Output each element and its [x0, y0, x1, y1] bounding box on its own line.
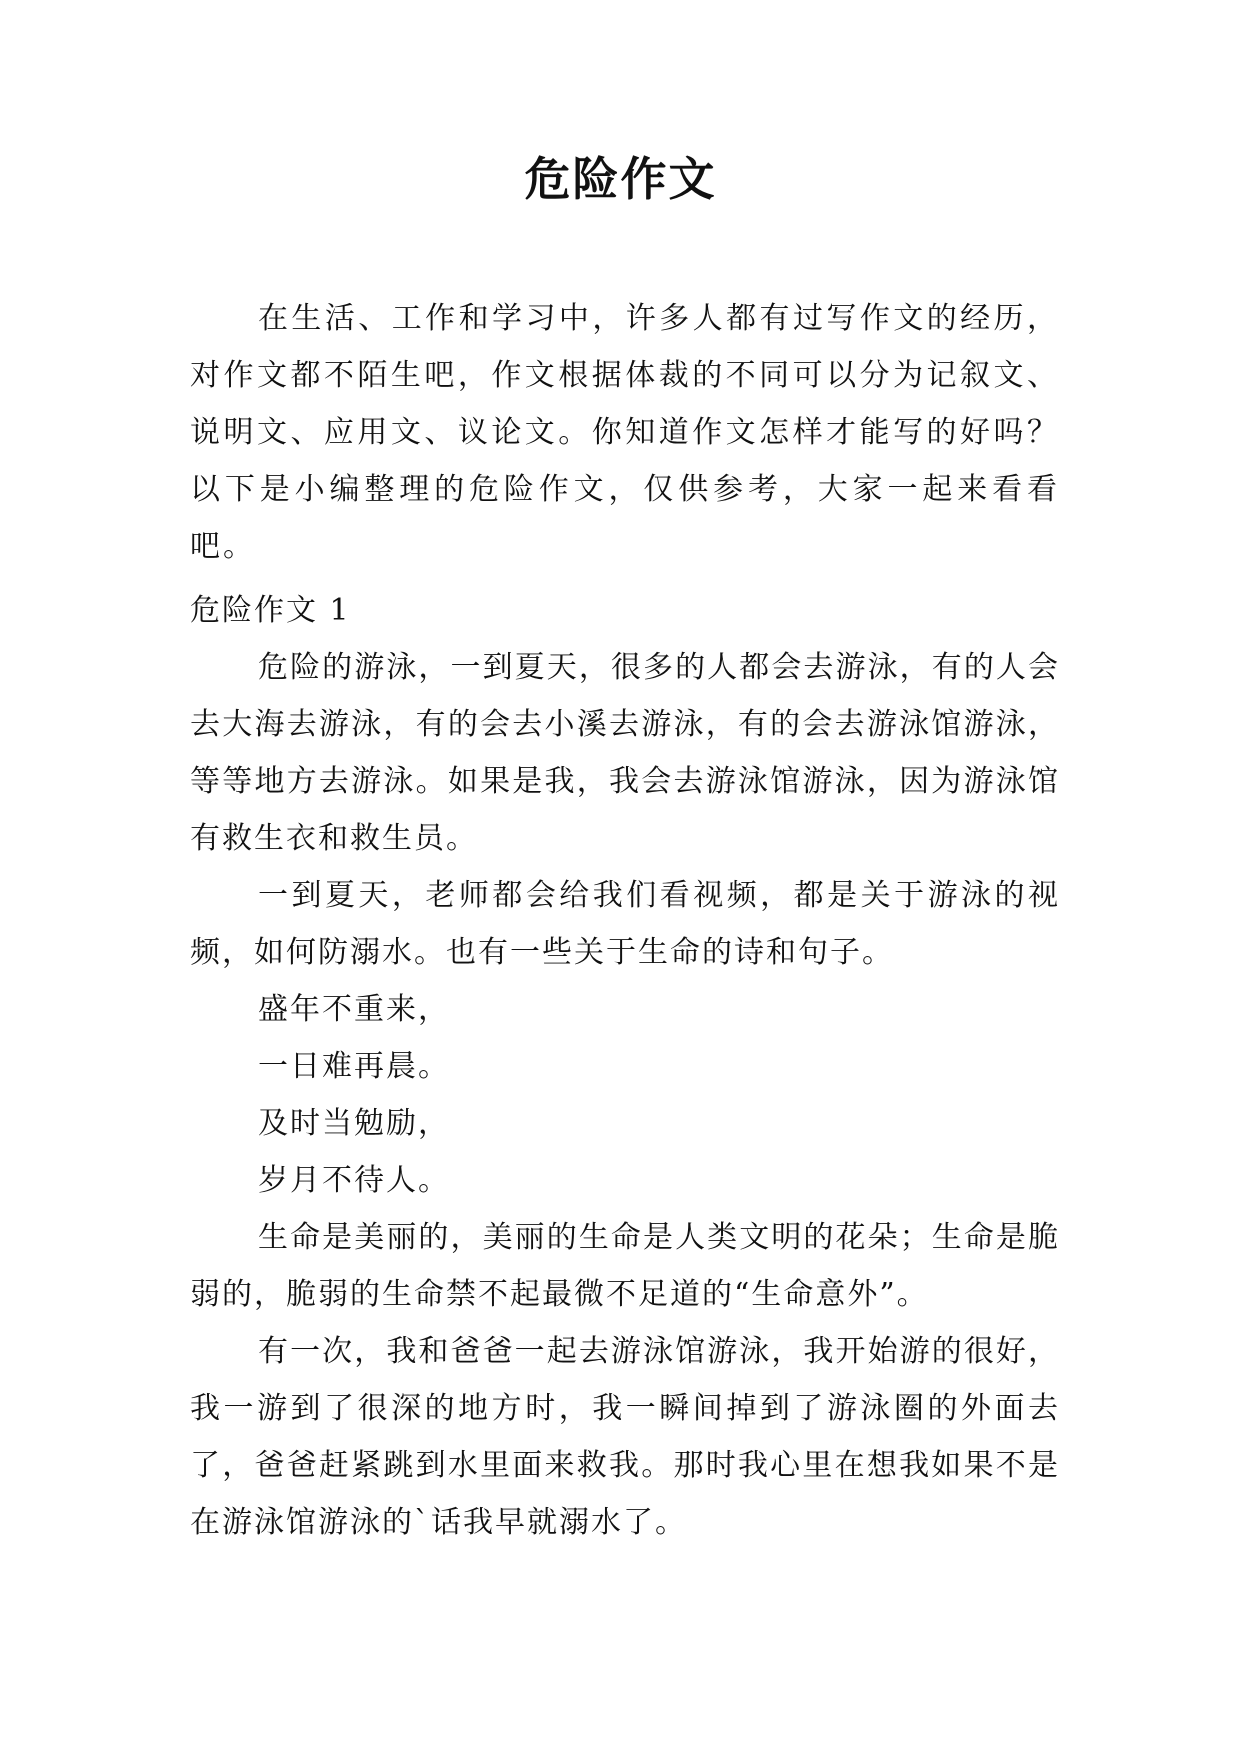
page-title: 危险作文 — [524, 152, 717, 206]
poem-line: 一日难再晨。 — [258, 1049, 450, 1084]
intro-paragraph: 在生活、工作和学习中，许多人都有过写作文的经历，对作文都不陌生吧，作文根据体裁的不同可以分为记叙文、说明文、应用文、议论文。你知道作文怎样才能写的好吗？以下是小编整理的危险作文，仅供参考，大家一起来看看吧。 — [190, 301, 1060, 564]
poem-line: 盛年不重来， — [258, 992, 450, 1027]
poem-line: 及时当勉励， — [258, 1106, 450, 1141]
article-body — [190, 582, 1060, 1551]
body-paragraph: 有一次，我和爸爸一起去游泳馆游泳，我开始游的很好，我一游到了很深的地方时，我一瞬间掉到了游泳圈的外面去了，爸爸赶紧跳到水里面来救我。那时我心里在想我如果不是在游泳馆游泳的`话我早就溺水了。 — [190, 1334, 1060, 1540]
section-heading: 危险作文 1 — [190, 593, 351, 628]
body-paragraph: 危险的游泳，一到夏天，很多的人都会去游泳，有的人会去大海去游泳，有的会去小溪去游泳，有的会去游泳馆游泳，等等地方去游泳。如果是我，我会去游泳馆游泳，因为游泳馆有救生衣和救生员。 — [190, 650, 1060, 856]
poem-line: 岁月不待人。 — [258, 1163, 450, 1198]
body-paragraph: 生命是美丽的，美丽的生命是人类文明的花朵；生命是脆弱的，脆弱的生命禁不起最微不足道的“生命意外”。 — [190, 1220, 1060, 1312]
body-paragraph: 一到夏天，老师都会给我们看视频，都是关于游泳的视频，如何防溺水。也有一些关于生命的诗和句子。 — [190, 878, 1060, 970]
